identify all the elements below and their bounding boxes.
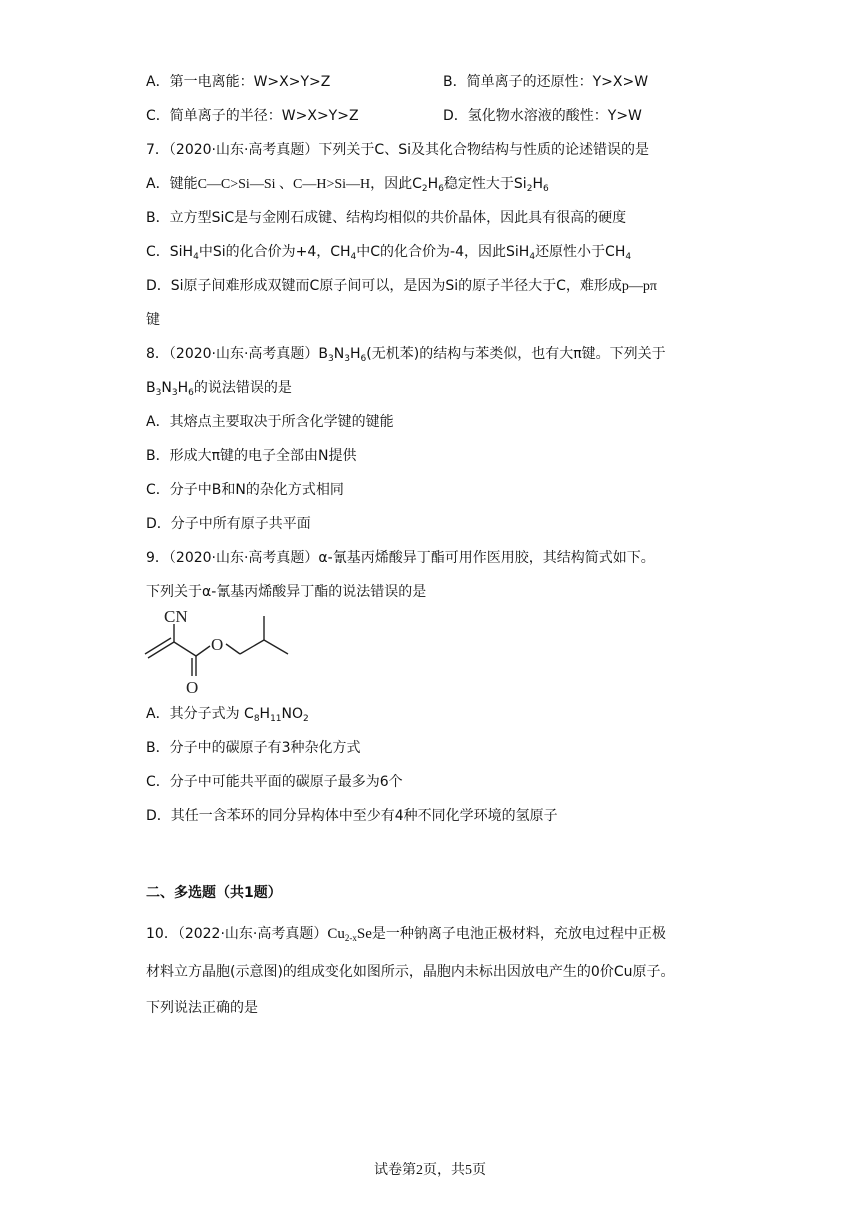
q8-option-a: A．其熔点主要取决于所含化学键的键能	[146, 414, 394, 430]
q8-stem-line1: 8．（2020·山东·高考真题）$B_3N_3H_6$(无机苯)的结构与苯类似，也有大π键。下列关于	[146, 346, 666, 364]
q9-stem-line1: 9．（2020·山东·高考真题）α-氰基丙烯酸异丁酯可用作医用胶，其结构简式如下。	[146, 550, 655, 566]
structural-formula	[140, 604, 300, 698]
q9-option-d: D．其任一含苯环的同分异构体中至少有4种不同化学环境的氢原子	[146, 808, 558, 824]
page-footer: 试卷第2页，共5页	[374, 1163, 486, 1178]
structure-carbonyl-o-label: O	[186, 678, 199, 697]
q7-option-d-cont: 键	[146, 312, 160, 328]
q7-stem: 7．（2020·山东·高考真题）下列关于C、Si及其化合物结构与性质的论述错误的是	[146, 142, 649, 158]
q7-option-d: D．Si原子间难形成双键而C原子间可以，是因为Si的原子半径大于C，难形成p—pπ	[146, 278, 657, 294]
q7-option-c: C．SiH$_4$中Si的化合价为+4，$CH_4$中C的化合价为-4，因此SiH$_4$还原性小于$CH_4$	[146, 244, 632, 262]
q6-option-b: B．简单离子的还原性：Y>X>W	[443, 74, 649, 90]
q8-stem-line2: $B_3N_3H_6$的说法错误的是	[146, 380, 292, 398]
q10-stem-line1: 10．（2022·山东·高考真题）$Cu_{2-x}Se$是一种钠离子电池正极材料，充放电过程中正极	[146, 926, 666, 943]
q6-option-c: C．简单离子的半径：W>X>Y>Z	[146, 108, 359, 124]
q9-option-b: B．分子中的碳原子有3种杂化方式	[146, 740, 361, 756]
q7-option-b: B．立方型SiC是与金刚石成键、结构均相似的共价晶体，因此具有很高的硬度	[146, 210, 627, 226]
structure-cn-label: CN	[164, 607, 188, 626]
q8-option-b: B．形成大π键的电子全部由N提供	[146, 448, 357, 464]
q6-option-d: D．氢化物水溶液的酸性：Y>W	[443, 108, 642, 124]
structure-ester-o-label: O	[211, 635, 224, 654]
q10-stem-line3: 下列说法正确的是	[146, 1000, 258, 1016]
q9-stem-line2: 下列关于α-氰基丙烯酸异丁酯的说法错误的是	[146, 584, 427, 600]
q10-stem-line2: 材料立方晶胞(示意图)的组成变化如图所示，晶胞内未标出因放电产生的0价Cu原子。	[146, 964, 675, 980]
q9-option-a: A．其分子式为 $C_8H_{11}NO_2$	[146, 706, 309, 724]
q6-option-a: A．第一电离能：W>X>Y>Z	[146, 74, 331, 90]
q7-option-a: A．键能C—C>Si—Si 、C—H>Si—H，因此$C_2H_6$稳定性大于$Si_2H_6$	[146, 176, 549, 194]
q8-option-d: D．分子中所有原子共平面	[146, 516, 311, 532]
section-title: 二、多选题（共1题）	[146, 885, 282, 901]
q8-option-c: C．分子中B和N的杂化方式相同	[146, 482, 344, 498]
q9-option-c: C．分子中可能共平面的碳原子最多为6个	[146, 774, 403, 790]
